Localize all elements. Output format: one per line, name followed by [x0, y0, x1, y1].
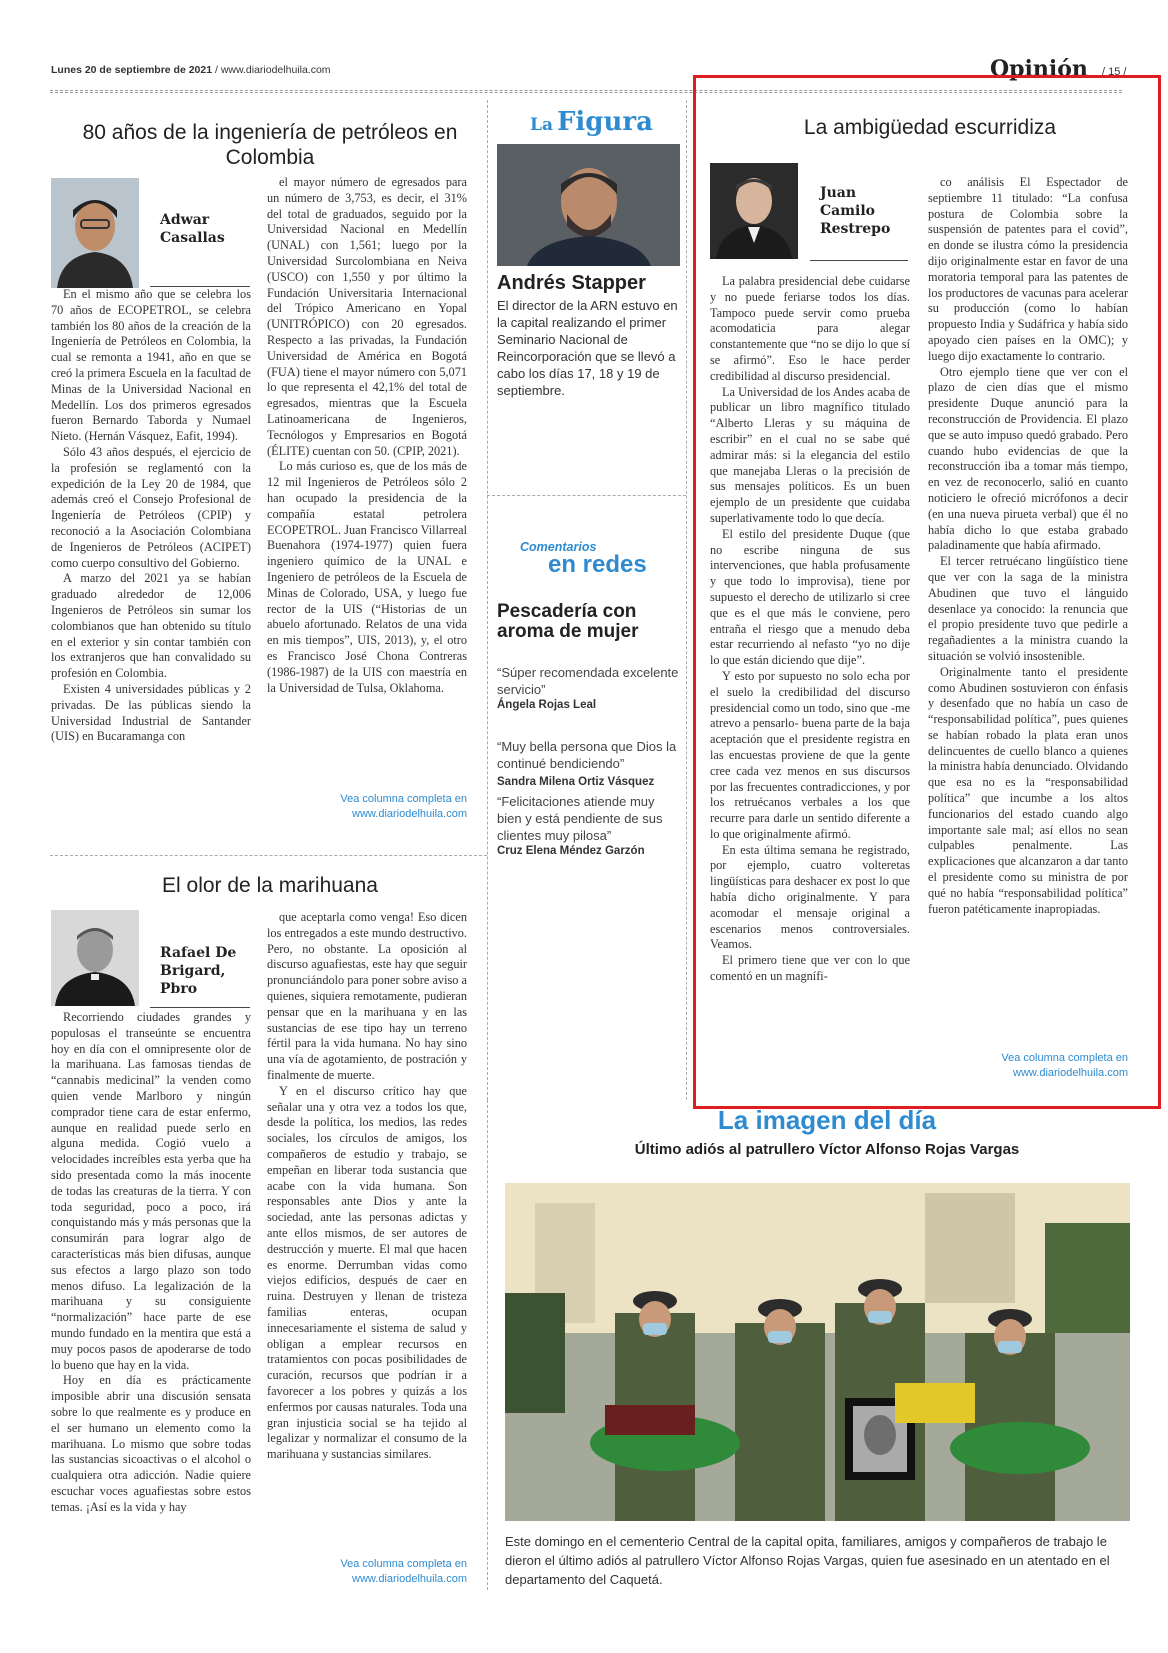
image-of-day-title: La imagen del día	[717, 1105, 937, 1135]
figura-la: La	[530, 115, 553, 135]
funeral-photo-icon	[505, 1183, 1130, 1521]
section-title: Opinión	[990, 56, 1088, 82]
redes-label-small: Comentarios	[520, 540, 597, 554]
read-more-label: Vea columna completa en	[340, 793, 467, 805]
read-more[interactable]	[928, 1051, 1128, 1081]
paragraph: El estilo del presidente Duque (que no escribe ninguna de sus intervenciones, que habla profusamente y que todo lo improvisa), tiene por supuesto el derecho de utilizarlo si cree que es el que más le conviene, pero entraña el riesgo que a menudo deba estar recurriendo al nefasto “yo no dije lo que están diciendo que dije”.	[710, 526, 910, 668]
author-rule	[810, 260, 908, 261]
paragraph: Originalmente tanto el presidente como Abudinen sostuvieron con énfasis y desenfado que no había un caso de “responsabilidad política”, pues quienes se habían robado la plata eran unos delincuentes de cuello blanco a quienes la ministra había denunciado. Olvidando que esa no es la “responsabilidad política” que incumbe a los altos funcionarios del estado cuando algo importante sale mal; así ellos no sean culpables penalmente. Las explicaciones que alcanzaron a dar tanto el presidente como su ministra de por qué no había “responsabilidad política” fueron patéticamente inapropiadas.	[928, 664, 1128, 916]
read-more[interactable]	[267, 792, 467, 822]
read-more-link[interactable]: www.diariodelhuila.com	[352, 1573, 467, 1585]
photo-caption: Este domingo en el cementerio Central de la capital opita, familiares, amigos y compañeros de trabajo le dieron el último adiós al patrullero Víctor Alfonso Rojas Vargas, quien fue asesinado en un atentado en el departamento del Caquetá.	[505, 1534, 1110, 1587]
article-title: 80 años de la ingeniería de petróleos en Colombia	[82, 121, 458, 170]
figura-name: Andrés Stapper	[497, 272, 646, 294]
figura-text: El director de la ARN estuvo en la capital realizando el primer Seminario Nacional de Reincorporación que se llevó a cabo los días 17, 18 y 19 de septiembre.	[497, 298, 678, 398]
author-photo	[51, 910, 139, 1006]
article-column	[267, 175, 467, 696]
date-text: Lunes 20 de septiembre de 2021	[51, 64, 213, 76]
article-column	[267, 910, 467, 1463]
page-date	[51, 64, 331, 76]
read-more[interactable]	[267, 1557, 467, 1587]
comment-text: “Muy bella persona que Dios la continué bendiciendo”	[497, 739, 677, 771]
section-divider	[487, 495, 686, 496]
paragraph: Y en el discurso crítico hay que señalar una y otra vez a todos los que, desde la política, los medios, las redes sociales, los círculos de amigos, los compañeros de estudio y trabajo, se empeñan en liberar toda sustancia que acabe con la vida humana. Son responsables ante Dios y ante la sociedad, ante las personas adictas y ante ellos mismos, de ser autores de destrucción y muerte. El mal que hacen es enorme. Derrumban vidas como viejos edificios, después de caer en ruina. Destruyen y llenan de tristeza familias enteras, ocupan innecesariamente el sistema de salud y obligan a emplear recursos en tratamientos con pocas posibilidades de curación, recursos que podrían ir a favorecer a los pobres y quizás a los enfermos por causas naturales. Toda una gran injusticia social se ha tejido al legalizar y normalizar el consumo de la marihuana y sustancias similares.	[267, 1083, 467, 1462]
figura-heading	[530, 107, 653, 137]
paragraph: que aceptarla como venga! Eso dicen los entregados a este mundo destructivo. Pero, no obstante. La oposición al discurso aguafiestas, este hay que seguir pronunciándolo para poner sobre aviso a quienes, siquiera remotamente, pudieran pensar que en la marihuana y en las sustancias de ese tipo hay un terreno fértil para la vida humana. No hay sino una vía de agotamiento, de postración y finalmente de muerte.	[267, 910, 467, 1082]
article-title: La ambigüedad escurridiza	[803, 116, 1057, 139]
comment-text: “Súper recomendada excelente servicio”	[497, 665, 679, 697]
author-photo	[710, 163, 798, 259]
author-rule	[150, 1007, 250, 1008]
article-column	[51, 1010, 251, 1516]
comment-author: Ángela Rojas Leal	[497, 699, 597, 711]
paragraph: Sólo 43 años después, el ejercicio de la profesión se reglamentó con la expedición de la Ley 20 de 1984, que además creó el Consejo Profesional de Ingeniería de Petróleos (CPIP) y reconoció a la Asociación Colombiana de Ingenieros de Petróleos (ACIPET) como cuerpo consultivo del Gobierno.	[51, 444, 251, 570]
paragraph: Recorriendo ciudades grandes y populosas el transeúnte se encuentra hoy en día con el omnipresente olor de la marihuana. Las famosas tiendas de “cannabis medicinal” la venden como quien vende Marlboro y ningún comprador tiene cara de estar enfermo, aunque en realidad puede serlo en alguna medida. Cogió vuelo a velocidades increíbles esta yerba que ha sido presentada como la más inocente de todas las creaturas de la tierra. Y con toda seguridad, poco a poco, irá conquistando más y más personas que la consumirán para lograr algo de características más bien difusas, aunque sus efectos a largo plazo son todo menos difuso. La legalización de la marihuana y su consiguiente “normalización” hace parte de ese mundo fundado en la mentira que está a muy pocos pasos de apoderarse de todo lo bueno que hay en la vida.	[51, 1010, 251, 1372]
read-more-label: Vea columna completa en	[1001, 1052, 1128, 1064]
author-photo	[51, 178, 139, 288]
paragraph: Lo más curioso es, que de los más de 12 mil Ingenieros de Petróleos sólo 2 han ocupado la presidencia de la compañía estatal petrolera ECOPETROL. Juan Francisco Villarreal Buenahora (1974-1977) quien fuera ingeniero químico de la UNAL e Ingeniero de petróleos de la Escuela de Minas de Colorado, USA, y luego fue rector de la UIS (“Historias de un abuelo afortunado. Relatos de una vida en mis tiempos”, UIS, 2013), y, el otro es Francisco José Chona Contreras (1986-1987) de la UIS con maestría en la Universidad de Tulsa, Oklahoma.	[267, 459, 467, 695]
paragraph: En esta última semana he registrado, por ejemplo, cuatro volteretas lingüísticas para deshacer ex post lo que había dicho originalmente. Y para acomodar el mensaje original a escenarios menos controversiales. Veamos.	[710, 842, 910, 952]
paragraph: La palabra presidencial debe cuidarse y no puede feriarse todos los días. Tampoco puede servir como prueba acomodaticia para alegar constantemente que “no se dijo lo que sí se afirmó”. Eso le hace perder credibilidad al discurso presidencial.	[710, 274, 910, 383]
figura-title: Figura	[556, 107, 653, 137]
news-photo	[505, 1183, 1130, 1521]
portrait-icon	[497, 144, 680, 266]
paragraph: El primero tiene que ver con lo que comentó en un magnífi-	[710, 953, 910, 984]
comment-text: “Felicitaciones atiende muy bien y está pendiente de sus clientes muy pilosa”	[497, 794, 663, 843]
paragraph: co análisis El Espectador de septiembre 11 titulado: “La confusa postura de Colombia sobre la suspensión de patentes para el covid”, en donde se ilustra cómo la presidencia dijo originalmente estar en favor de una moratoria temporal para las patentes de los productores de vacunas para acelerar su producción (como lo habían propuesto India y Sudáfrica y había sido apoyado cien países en la OMC); y luego dijo exactamente lo contrario.	[928, 175, 1128, 363]
author-name: Rafael De Brigard, Pbro	[160, 945, 237, 998]
article-column	[51, 287, 251, 745]
portrait-icon	[51, 910, 139, 1006]
paragraph: Otro ejemplo tiene que ver con el plazo de cien días que el mismo presidente Duque anunció para la reconstrucción de Providencia. El plazo que se auto impuso quedó grabado. Pero cuando hubo evidencias de que la reconstrucción iba a tomar más tiempo, en vez de reconocerlo, salió en cuanto noticiero le ofreció micrófonos a decir (en una nueva pirueta verbal) que él no había dicho lo que estaba grabado paladinamente que había afirmado.	[928, 364, 1128, 553]
section-divider	[50, 855, 487, 856]
author-name: Juan Camilo Restrepo	[820, 185, 891, 238]
comment-author: Sandra Milena Ortiz Vásquez	[497, 776, 655, 788]
article-column	[710, 274, 910, 985]
portrait-icon	[710, 163, 798, 259]
read-more-label: Vea columna completa en	[340, 1558, 467, 1570]
read-more-link[interactable]: www.diariodelhuila.com	[1013, 1067, 1128, 1079]
paragraph: La Universidad de los Andes acaba de publicar un libro magnífico titulado “Alberto Lleras y su máquina de escribir” en el cual no se sabe qué admirar más: si la elegancia del estilo que manejaba Lleras o la precisión de sus mensajes políticos. Es un buen ejemplo de un presidente que cuidaba superlativamente todo lo que decía.	[710, 384, 910, 525]
column-divider	[487, 1100, 488, 1590]
paragraph: Y esto por supuesto no solo echa por el suelo la credibilidad del discurso presidencial como un todo, sino que -me atrevo a pensarlo- buena parte de la baja aceptación que el presidente registra en las encuestas proviene de que la gente cree cada vez menos en sus discursos por las frecuentes contradicciones, y por los retruécanos verbales a los que recurre para darle un sentido diferente a lo que originalmente afirmó.	[710, 668, 910, 841]
paragraph: Hoy en día es prácticamente imposible abrir una discusión sensata sobre lo que realmente es y produce en el ser humano un elemento como la marihuana. Lo mismo que sobre todas las sustancias sicoactivas o el alcohol o cualquiera otra adicción. Nadie quiere escuchar voces aguafiestas sobre estos temas. ¡Así es la vida y hay	[51, 1373, 251, 1514]
article-title: El olor de la marihuana	[162, 874, 378, 897]
paragraph: A marzo del 2021 ya se habían graduado alrededor de 12,006 Ingenieros de Petróleos sin sumar los colombianos que han obtenido su título en el exterior y sin contar también con los extranjeros que han convalidado su profesión en Colombia.	[51, 571, 251, 681]
article-column	[928, 175, 1128, 917]
redes-label-big: en redes	[548, 551, 647, 578]
author-name: Adwar Casallas	[160, 212, 225, 247]
paragraph: En el mismo año que se celebra los 70 años de ECOPETROL, se celebra también los 80 años de la creación de la Ingeniería de Petróleos en Colombia, la cual se remonta a 1941, año en que se creó la primera Escuela en la facultad de Minas de la Universidad Nacional en Medellín. Los dos primeros egresados fueron Bernardo Taborda y Numael Nieto. (Hernán Vásquez, Eafit, 1994).	[51, 287, 251, 444]
column-divider	[686, 100, 687, 1100]
read-more-link[interactable]: www.diariodelhuila.com	[352, 808, 467, 820]
column-divider	[487, 100, 488, 1100]
redes-title: Pescadería con aroma de mujer	[497, 601, 639, 642]
portrait-icon	[51, 178, 139, 288]
site-url: / www.diariodelhuila.com	[212, 64, 331, 76]
paragraph: el mayor número de egresados para un número de 3,753, es decir, el 31% del total de graduados, seguido por la Universidad Nacional en Medellín (UNAL) con 1,561; luego por la Universidad Surcolombiana en Neiva (USCO) con 1,550 y por último la Fundación Universitaria Internacional del Trópico Americano en Yopal (UNITRÓPICO) con 20 egresados. Respecto a las privadas, la Fundación Universidad de América en Bogotá (FUA) tiene el mayor número con 5,071 lo que representa el 42,1% del total de egresados, mientras que la Escuela Latinoamericana de Ingenieros, Tecnólogos y Empresarios en Bogotá (ÉLITE) cuentan con 50. (CPIP, 2021).	[267, 175, 467, 458]
paragraph: El tercer retruécano lingüístico tiene que ver con la saga de la ministra Abudinen que tuvo el lánguido desenlace ya conocido: la renuncia que el propio presidente tuvo que pedirle a regañadientes a la ministra cuando la situación se volvió insostenible.	[928, 554, 1128, 663]
figura-photo	[497, 144, 680, 266]
paragraph: Existen 4 universidades públicas y 2 privadas. De las públicas siendo la Universidad Industrial de Santander (UIS) en Bucaramanga con	[51, 681, 251, 744]
comment-author: Cruz Elena Méndez Garzón	[497, 845, 645, 857]
page-number: / 15 /	[1102, 66, 1127, 78]
image-of-day-subtitle: Último adiós al patrullero Víctor Alfonso Rojas Vargas	[634, 1141, 1020, 1158]
